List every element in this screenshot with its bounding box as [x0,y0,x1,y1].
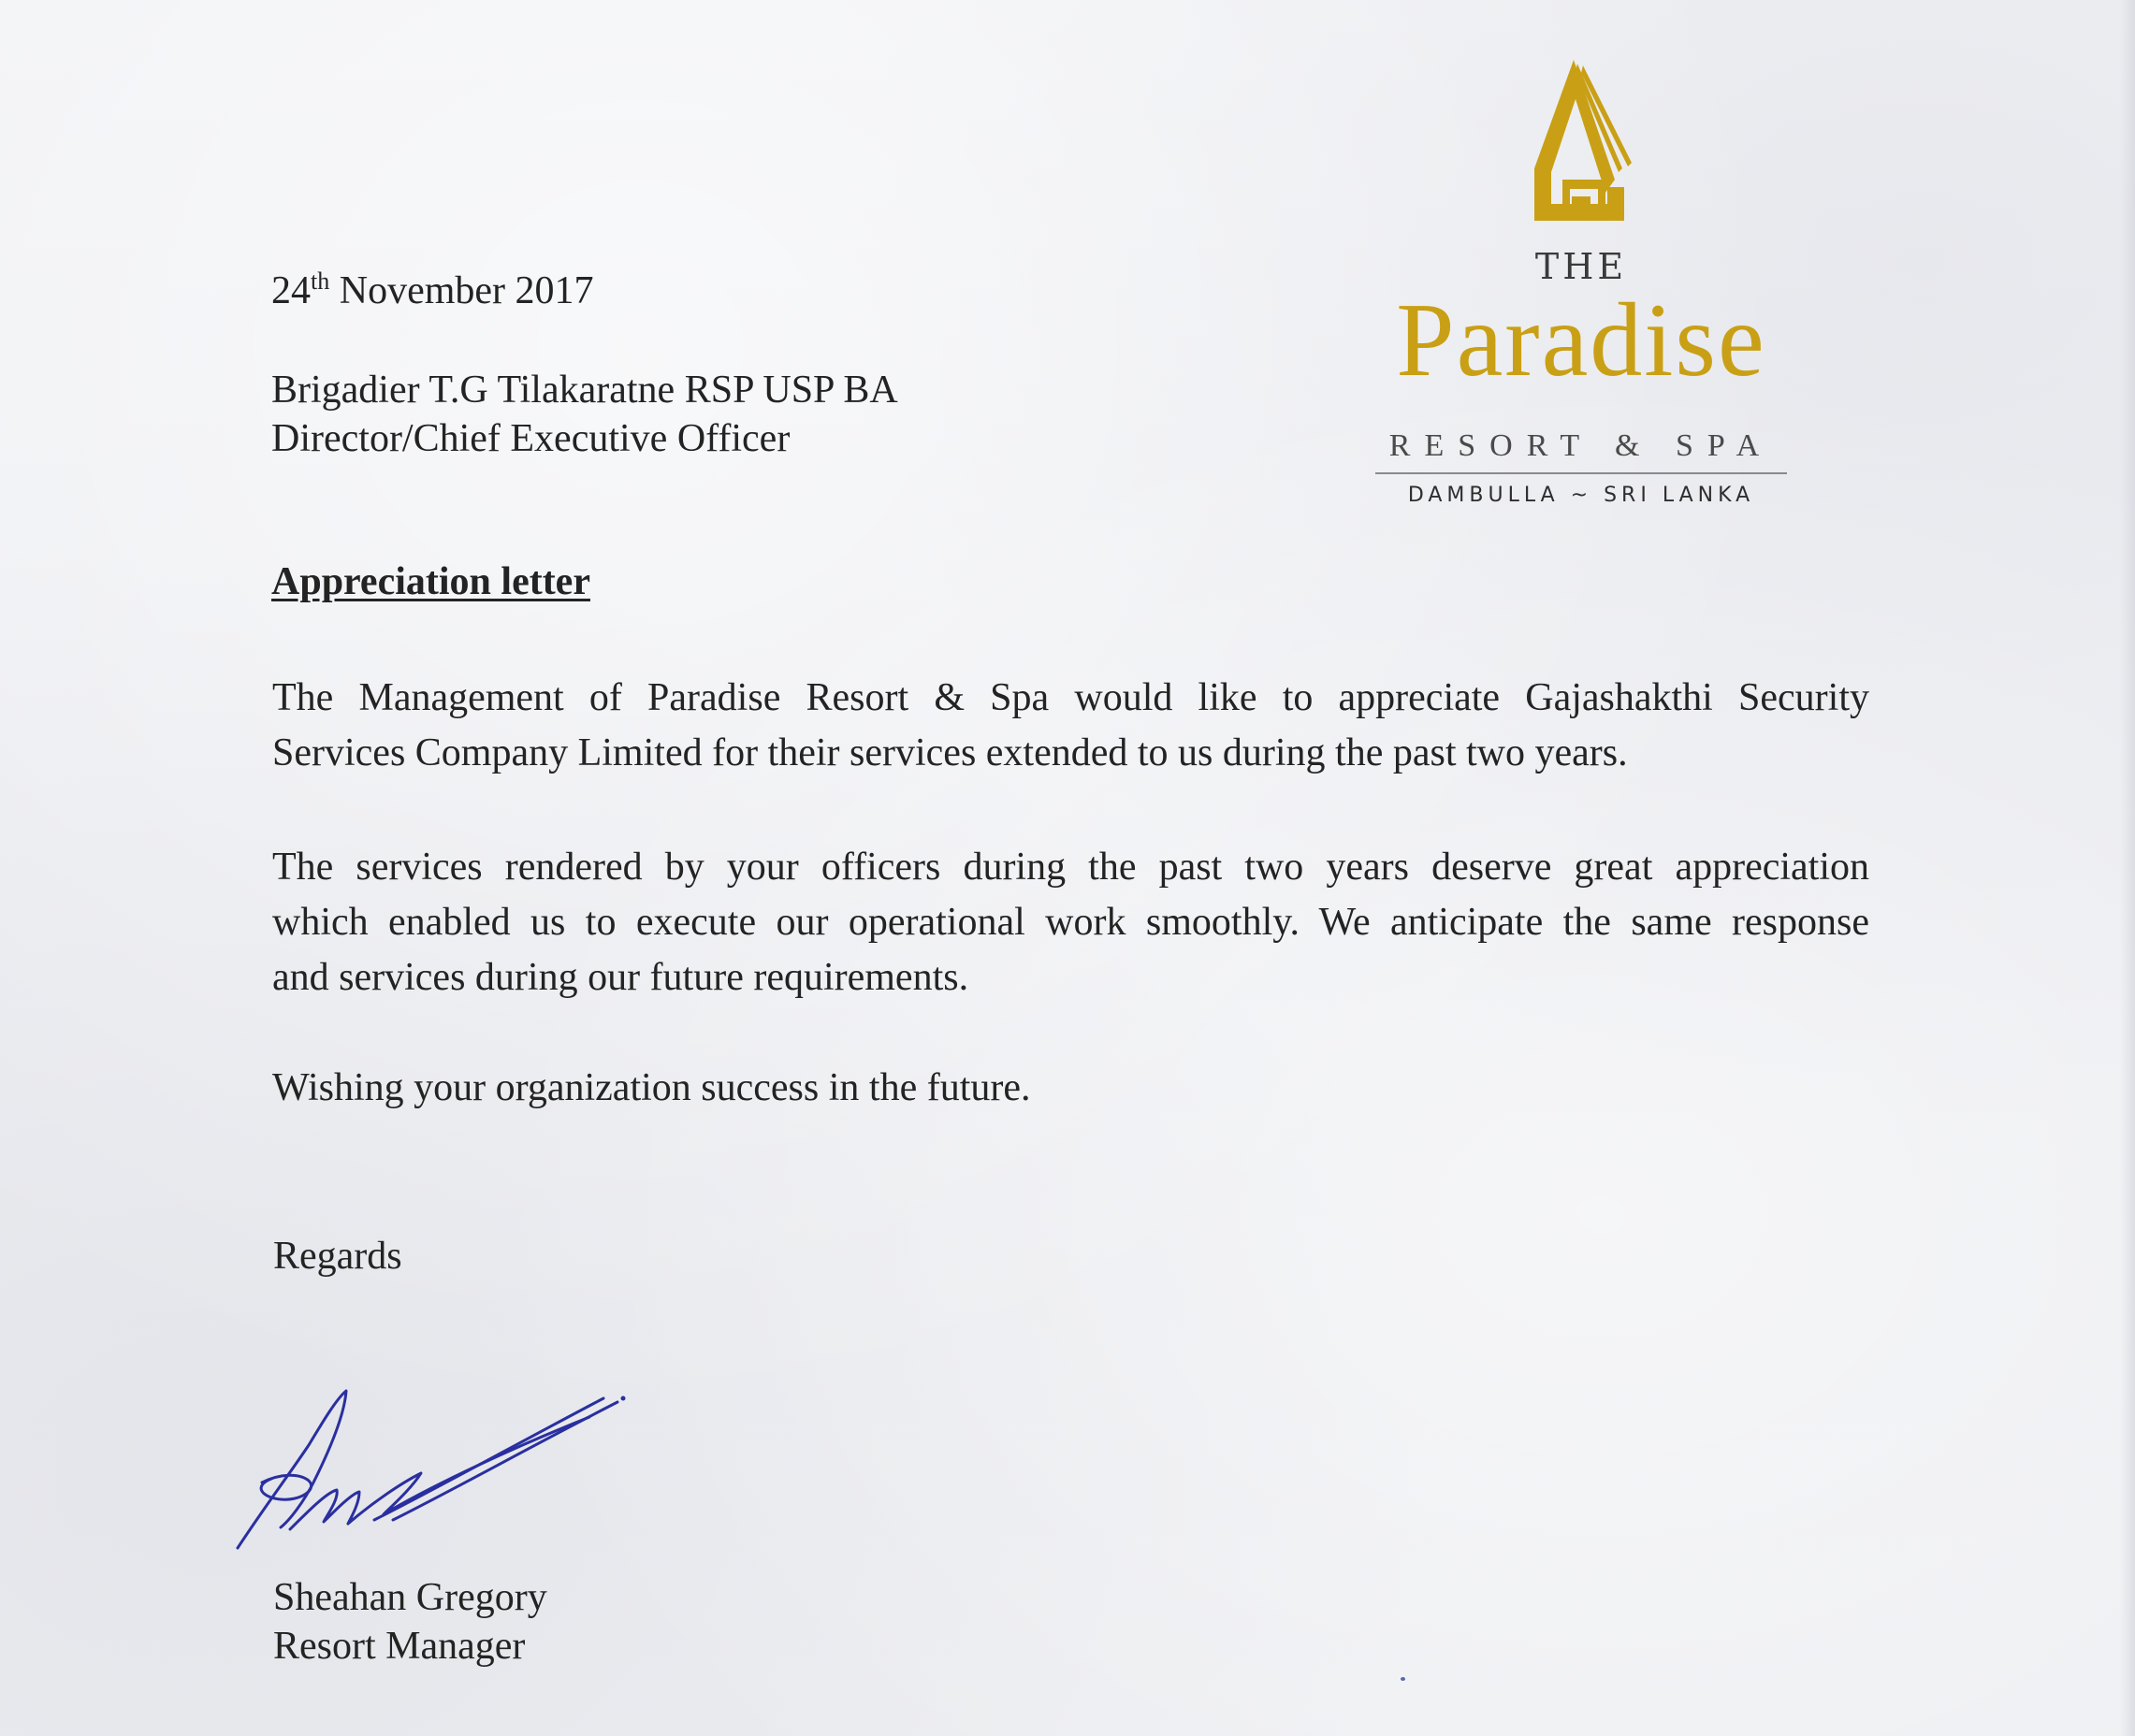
handwritten-signature [234,1380,646,1567]
logo-subtitle: RESORT & SPA [1388,428,1774,463]
signer-title: Resort Manager [273,1625,526,1668]
letter-heading: Appreciation letter [271,560,590,603]
resort-logo [1347,56,1815,524]
paragraph-2-line: and services during our future requirements. [272,956,969,999]
date-day: 24 [271,269,311,312]
paragraph-3: Wishing your organization success in the future. [272,1066,1031,1109]
recipient-name: Brigadier T.G Tilakaratne RSP USP BA [271,369,898,412]
house-g-monogram-icon [1516,56,1647,224]
logo-divider [1375,472,1787,474]
paragraph-2 [272,840,1869,1005]
signer-name: Sheahan Gregory [273,1576,547,1619]
logo-the-text: THE [1534,246,1628,287]
date-month-year: November 2017 [329,269,594,312]
logo-location: DAMBULLA ~ SRI LANKA [1407,484,1755,507]
closing-regards: Regards [273,1235,402,1278]
letter-date [271,268,594,314]
ink-speck [1401,1677,1405,1681]
recipient-title: Director/Chief Executive Officer [271,417,791,460]
paragraph-1 [272,671,1869,781]
paragraph-2-line: which enabled us to execute our operational work smoothly. We anticipate the same response [272,901,1869,944]
logo-name-text: Paradise [1396,282,1766,398]
paragraph-2-line: The services rendered by your officers during the past two years deserve great appreciation [272,846,1869,889]
paragraph-1-line: The Management of Paradise Resort & Spa would like to appreciate Gajashakthi Security [272,676,1869,719]
paragraph-1-line: Services Company Limited for their services extended to us during the past two years. [272,731,1628,774]
paper-edge-shadow [2120,0,2135,1736]
date-suffix: th [311,268,330,295]
